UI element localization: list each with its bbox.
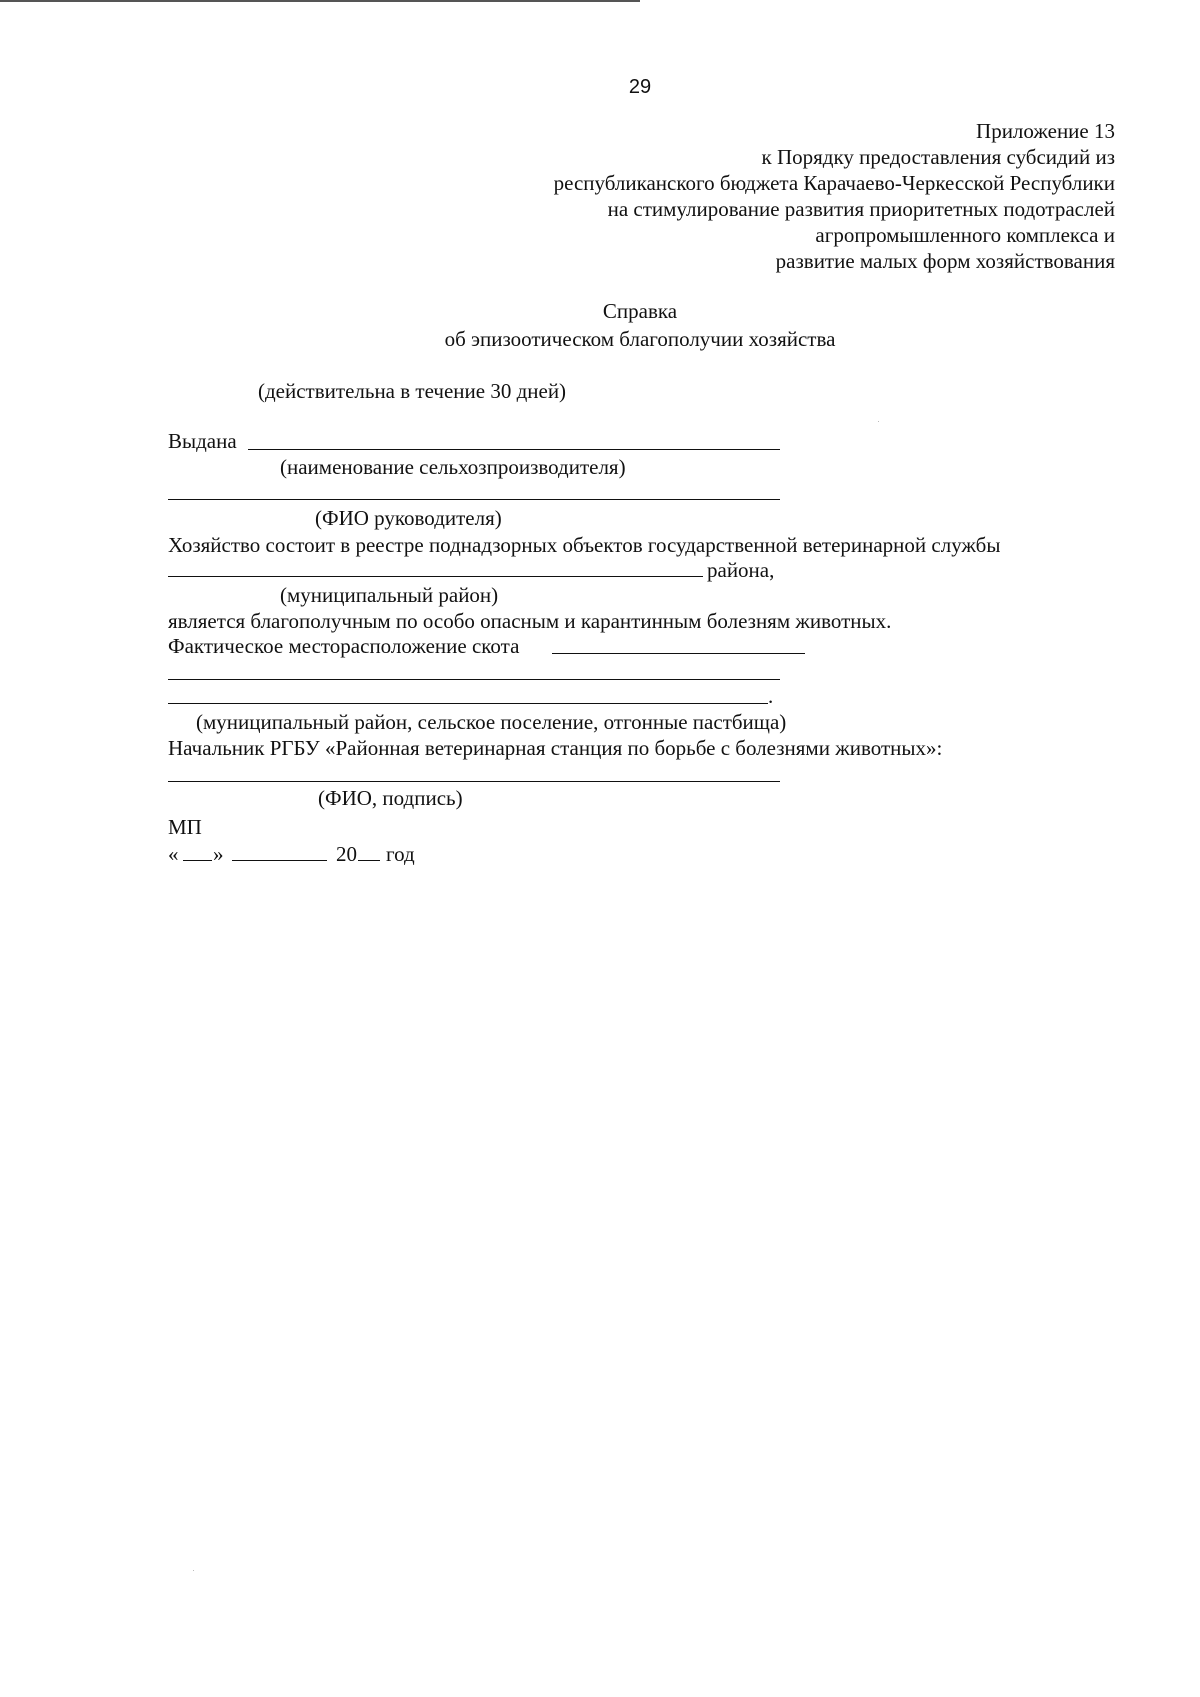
appendix-line: к Порядку предоставления субсидий из: [761, 145, 1115, 169]
day-blank[interactable]: [183, 860, 212, 861]
location-caption: (муниципальный район, сельское поселение, отгонные пастбища): [196, 710, 787, 734]
appendix-line: Приложение 13: [976, 119, 1115, 143]
chief-label: Начальник РГБУ «Районная ветеринарная станция по борьбе с болезнями животных»:: [168, 736, 943, 760]
signature-caption: (ФИО, подпись): [318, 786, 463, 810]
month-blank[interactable]: [232, 860, 327, 861]
location-blank[interactable]: [552, 653, 805, 654]
head-name-blank[interactable]: [168, 499, 780, 500]
location-blank-line-2[interactable]: [168, 679, 780, 680]
producer-caption: (наименование сельхозпроизводителя): [280, 455, 626, 479]
appendix-line: агропромышленного комплекса и: [815, 223, 1115, 247]
district-suffix: района,: [707, 558, 775, 582]
head-caption: (ФИО руководителя): [315, 506, 502, 530]
year-blank[interactable]: [358, 860, 380, 861]
registry-text: Хозяйство состоит в реестре поднадзорных объектов государственной ветеринарной службы: [168, 533, 1001, 557]
location-end-mark: .: [768, 684, 774, 708]
district-caption: (муниципальный район): [280, 583, 499, 607]
page-number: 29: [628, 76, 652, 98]
location-label: Фактическое месторасположение скота: [168, 634, 520, 658]
title-subtitle: об эпизоотическом благополучии хозяйства: [444, 327, 836, 351]
issued-label: Выдана: [168, 429, 237, 453]
appendix-line: на стимулирование развития приоритетных подотраслей: [607, 197, 1115, 221]
signature-blank[interactable]: [168, 781, 780, 782]
date-close-quote: »: [213, 842, 224, 866]
appendix-line: республиканского бюджета Карачаево-Черкесской Республики: [553, 171, 1115, 195]
wellbeing-text: является благополучным по особо опасным и карантинным болезням животных.: [168, 609, 892, 633]
date-open-quote: «: [168, 842, 179, 866]
location-blank-line-3[interactable]: [168, 703, 768, 704]
year-prefix: 20: [336, 842, 357, 866]
producer-name-blank[interactable]: [248, 449, 780, 450]
document-title: [0, 297, 1200, 353]
year-suffix: год: [386, 842, 415, 866]
title-main: Справка: [602, 299, 678, 323]
appendix-line: развитие малых форм хозяйствования: [775, 249, 1115, 273]
validity-note: (действительна в течение 30 дней): [258, 379, 567, 403]
scan-edge-line: [0, 0, 640, 2]
district-blank[interactable]: [168, 576, 703, 577]
scan-speck: [193, 1570, 194, 1571]
stamp-label: МП: [168, 815, 202, 839]
scan-speck: [878, 421, 879, 422]
appendix-header: [554, 118, 1115, 274]
